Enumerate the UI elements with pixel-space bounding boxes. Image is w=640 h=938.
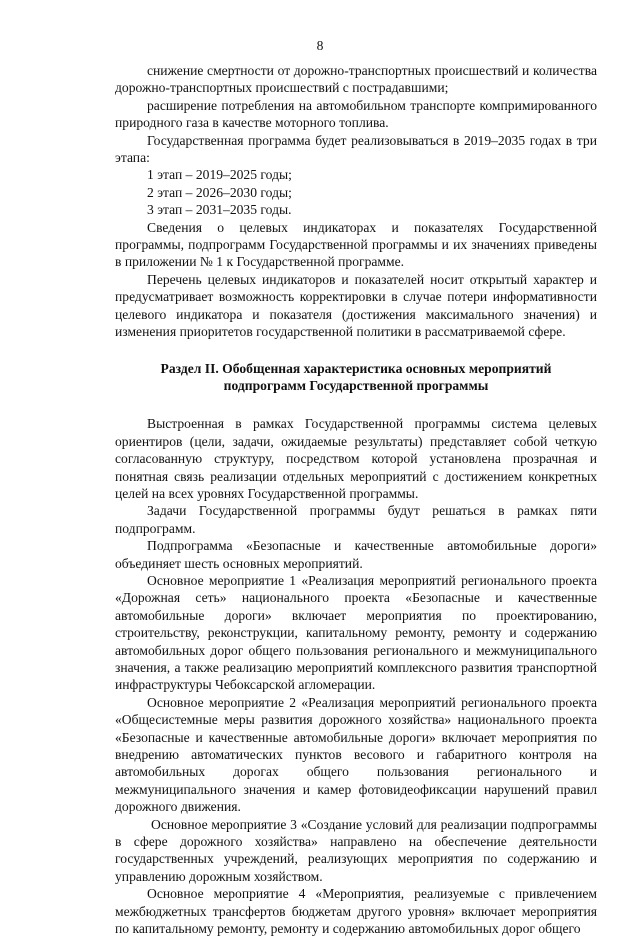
paragraph: Основное мероприятие 1 «Реализация мероприятий регионального проекта «Дорожная сеть» национального проекта «Безопасные и качественные автомобильные дороги» включает мероприятия по проектированию, строительству, реконструкции, капитальному ремонту, ремонту и содержанию автомобильных дорог общего пользования регионального и межмуниципального значения, а также реализацию мероприятий комплексного развития транспортной инфраструктуры Чебоксарской агломерации. — [115, 572, 597, 693]
document-body — [115, 62, 597, 938]
paragraph: 3 этап – 2031–2035 годы. — [147, 202, 292, 218]
paragraph: Выстроенная в рамках Государственной программы система целевых ориентиров (цели, задачи, ожидаемые результаты) представляет собой четкую согласованную структуру, посредством которой установлена прозрачная и понятная связь реализации отдельных мероприятий с достижением конкретных целей на всех уровнях Государственной программы. — [115, 416, 597, 501]
paragraph: Задачи Государственной программы будут решаться в рамках пяти подпрограмм. — [115, 503, 597, 536]
paragraph: Основное мероприятие 2 «Реализация мероприятий регионального проекта «Общесистемные меры развития дорожного хозяйства» национального проекта «Безопасные и качественные автомобильные дороги» включает мероприятия по внедрению автоматических пунктов весового и габаритного контроля на автомобильных дорогах общего пользования регионального и межмуниципального значения и камер фотовидеофиксации нарушений правил дорожного движения. — [115, 694, 597, 815]
paragraph: Государственная программа будет реализовываться в 2019–2035 годах в три этапа: — [115, 132, 597, 166]
section-heading-line-2: подпрограмм Государственной программы — [223, 377, 489, 393]
paragraph: Перечень целевых индикаторов и показателей носит открытый характер и предусматривает возможность корректировки в случае потери информативности целевого индикатора и показателя (достижения максимального значения) и изменения приоритетов государственной политики в рассматриваемой сфере. — [115, 271, 597, 340]
paragraphs-after-section — [115, 415, 597, 937]
paragraph: 2 этап – 2026–2030 годы; — [147, 184, 292, 200]
paragraph: Сведения о целевых индикаторах и показателях Государственной программы, подпрограмм Государственной программы и их значениях приведены в приложении № 1 к Государственной программе. — [115, 219, 597, 270]
paragraph: Подпрограмма «Безопасные и качественные автомобильные дороги» объединяет шесть основных мероприятий. — [115, 538, 597, 571]
paragraphs-before-section — [115, 62, 597, 341]
section-heading-line-1: Раздел II. Обобщенная характеристика основных мероприятий — [160, 360, 552, 376]
paragraph: расширение потребления на автомобильном транспорте компримированного природного газа в качестве моторного топлива. — [115, 97, 597, 131]
paragraph: Основное мероприятие 4 «Мероприятия, реализуемые с привлечением межбюджетных трансфертов бюджетам другого уровня» включает мероприятия по капитальному ремонту, ремонту и содержанию автомобильных дорог общего — [115, 886, 597, 937]
paragraph: 1 этап – 2019–2025 годы; — [147, 167, 292, 183]
paragraph: снижение смертности от дорожно-транспортных происшествий и количества дорожно-транспортных происшествий с пострадавшими; — [115, 63, 597, 96]
paragraph: Основное мероприятие 3 «Создание условий для реализации подпрограммы в сфере дорожного хозяйства» направлено на обеспечение деятельности государственных учреждений, реализующих мероприятия по содержанию и управлению дорожным хозяйством. — [115, 816, 597, 884]
page-number: 8 — [316, 38, 324, 53]
section-heading — [115, 360, 597, 395]
